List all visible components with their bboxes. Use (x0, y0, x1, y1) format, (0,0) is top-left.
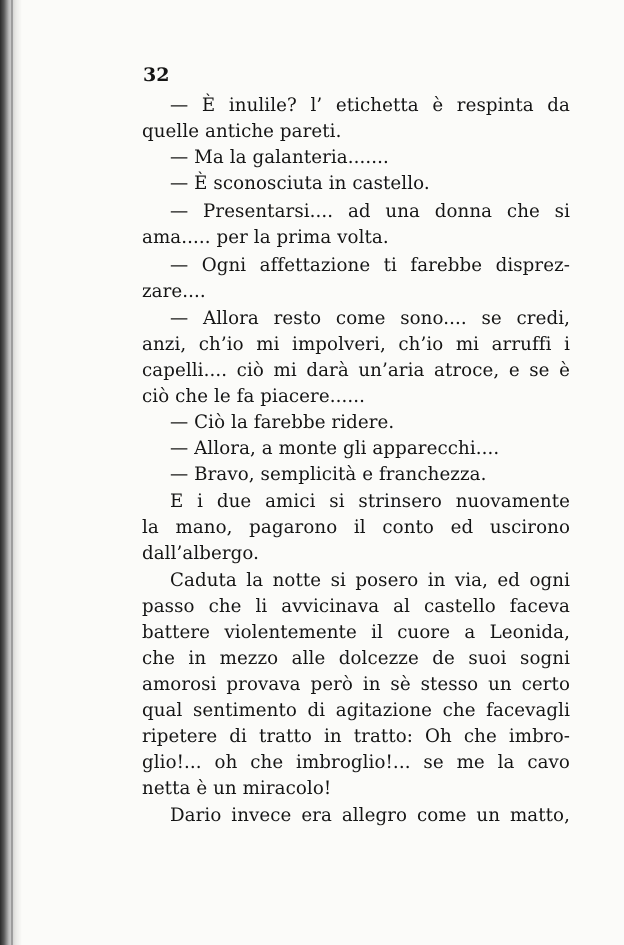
text-line: — Bravo, semplicità e franchezza. (170, 464, 487, 485)
text-line: — È sconosciuta in castello. (170, 173, 430, 194)
text-line: Caduta la notte si posero in via, ed ogni (170, 570, 570, 591)
text-line: — Allora, a monte gli apparecchi.... (170, 438, 500, 459)
text-line: amorosi provava però in sè stesso un certo (142, 674, 570, 695)
page-number: 32 (143, 64, 170, 86)
text-line: quelle antiche pareti. (142, 121, 342, 142)
text-line: ciò che le fa piacere...... (142, 386, 365, 407)
text-line: — Ciò la farebbe ridere. (170, 412, 395, 433)
text-line: dall’albergo. (142, 543, 260, 564)
text-line: ama..... per la prima volta. (142, 227, 389, 248)
text-line: Dario invece era allegro come un matto, (170, 805, 570, 826)
text-line: — Allora resto come sono.... se credi, (170, 308, 570, 329)
text-line: glio!... oh che imbroglio!... se me la cavo (142, 752, 570, 773)
text-line: anzi, ch’io mi impolveri, ch’io mi arruffi i (142, 334, 570, 355)
text-line: ripetere di tratto in tratto: Oh che imbro- (142, 726, 570, 747)
text-line: E i due amici si strinsero nuovamente (170, 491, 570, 512)
text-line: passo che li avvicinava al castello faceva (142, 596, 570, 617)
text-line: battere violentemente il cuore a Leonida, (142, 622, 570, 643)
text-line: che in mezzo alle dolcezze de suoi sogni (142, 648, 570, 669)
text-line: la mano, pagarono il conto ed uscirono (142, 517, 570, 538)
text-line: — È inulile? l’ etichetta è respinta da (170, 95, 570, 116)
text-line: — Ogni affettazione ti farebbe disprez- (170, 255, 570, 276)
text-line: netta è un miracolo! (142, 778, 332, 799)
text-line: — Presentarsi.... ad una donna che si (170, 201, 570, 222)
binding-shadow-line (11, 0, 13, 945)
text-line: zare.... (142, 281, 206, 302)
text-line: capelli.... ciò mi darà un’aria atroce, e se è (142, 360, 570, 381)
text-line: qual sentimento di agitazione che facevagli (142, 700, 570, 721)
text-line: — Ma la galanteria....... (170, 147, 389, 168)
